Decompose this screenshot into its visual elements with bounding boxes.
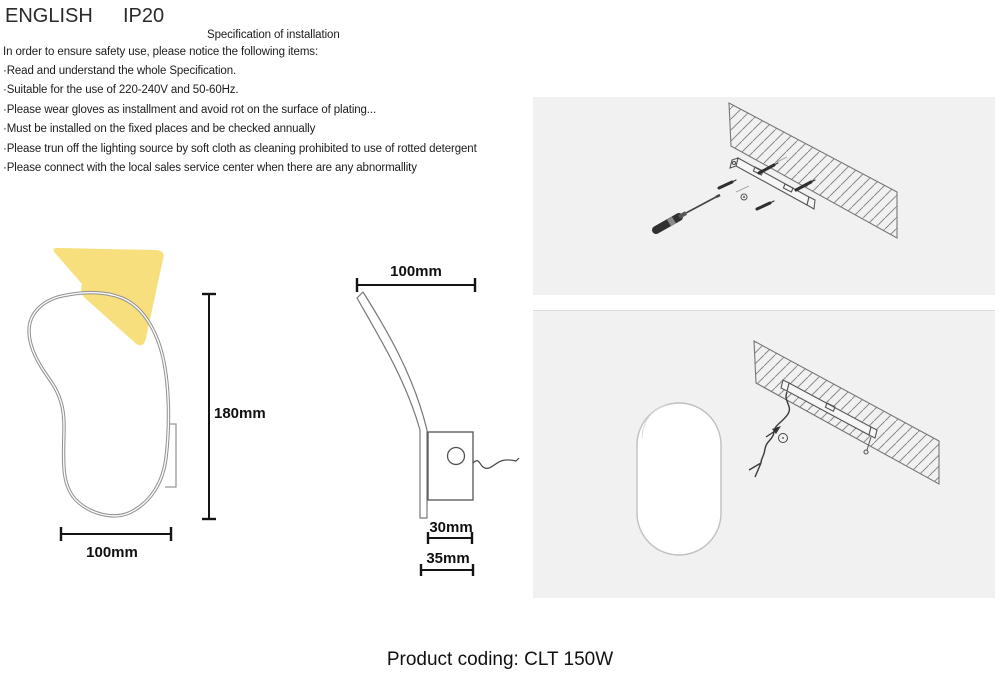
safety-item: ·Please wear gloves as installment and avoid rot on the surface of plating...: [3, 103, 377, 116]
depth-dimension-line: [357, 278, 475, 292]
lamp-body-pill-shape: [637, 403, 721, 555]
product-coding-label: Product coding: CLT 150W: [386, 649, 614, 670]
section-title: Specification of installation: [207, 29, 340, 41]
ip-rating-label: IP20: [123, 5, 165, 27]
base-width-label: 35mm: [426, 550, 470, 567]
lamp-glow-shape: [53, 248, 163, 345]
wall-hatched-shape: [754, 341, 939, 484]
safety-item: ·Please connect with the local sales service center when there are any abnormallity: [3, 162, 417, 175]
language-label: ENGLISH: [5, 5, 93, 27]
front-view-drawing: [0, 240, 290, 575]
front-width-label: 100mm: [86, 544, 138, 561]
side-view-drawing: [330, 240, 540, 580]
safety-item: ·Must be installed on the fixed places and be checked annually: [3, 123, 316, 136]
lamp-profile-shape: [357, 292, 427, 518]
screwdriver-icon: [656, 195, 720, 230]
intro-text: In order to ensure safety use, please notice the following items:: [3, 46, 319, 58]
side-depth-label: 100mm: [390, 263, 442, 280]
installation-step2-drawing: [533, 311, 995, 597]
safety-item: ·Suitable for the use of 220-240V and 50-60Hz.: [3, 84, 239, 97]
mounting-box-shape: [428, 432, 473, 500]
installation-step1-drawing: [533, 97, 995, 295]
document-header: [5, 5, 165, 28]
safety-item: ·Read and understand the whole Specification.: [3, 65, 237, 77]
installation-step2-panel: [533, 310, 995, 598]
width-dimension-line: [61, 527, 171, 541]
front-height-label: 180mm: [214, 405, 266, 422]
safety-items-list: [3, 62, 477, 178]
bracket-width-label: 30mm: [429, 519, 473, 536]
safety-item: ·Please trun off the lighting source by soft cloth as cleaning prohibited to use of rotted detergent: [3, 142, 477, 155]
installation-step1-panel: [533, 97, 995, 295]
power-wire-shape: [473, 458, 519, 468]
